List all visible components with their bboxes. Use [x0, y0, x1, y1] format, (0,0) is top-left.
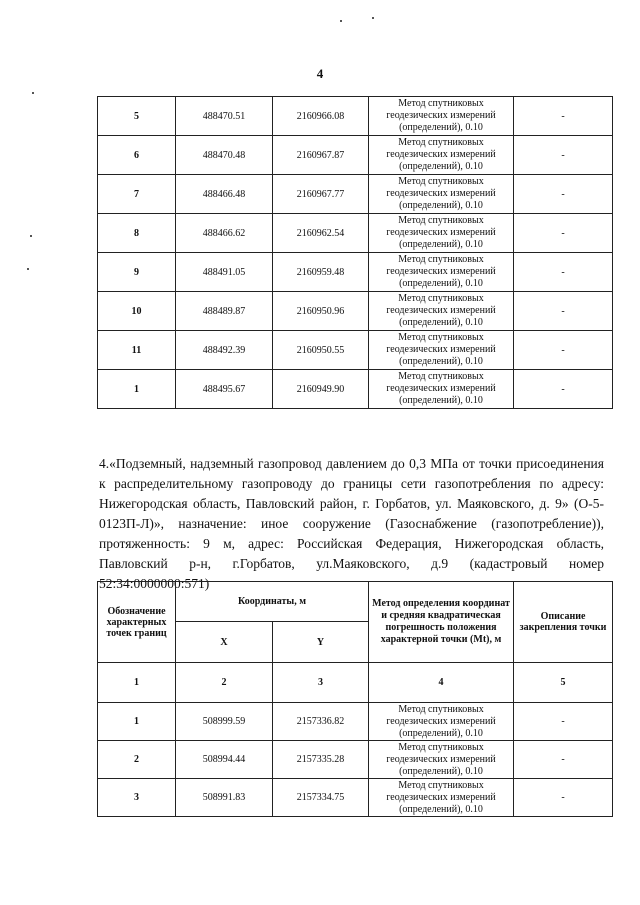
description-cell: -	[514, 292, 613, 331]
method-cell: Метод спутниковых геодезических измерений (определений), 0.10	[369, 703, 514, 741]
x-coordinate-cell: 488470.51	[176, 97, 273, 136]
object-description-paragraph: 4.«Подземный, надземный газопровод давлением до 0,3 МПа от точки присоединения к распределительному газопроводу до границы сети газопотребления по адресу: Нижегородская область, Павловский район, г. Горбатов, ул. Маяковского, д. 9» (О-5-0123П-Л)», назначение: иное сооружение (Газоснабжение (газопотребление)), протяженность: 9 м, адрес: Российская Федерация, Нижегородская область, Павловский р-н, г.Горбатов, ул.Маяковского, д.9 (кадастровый номер 52:34:0000000:571)	[99, 456, 604, 591]
column-number: 3	[273, 663, 369, 703]
method-cell: Метод спутниковых геодезических измерений (определений), 0.10	[369, 741, 514, 779]
scan-speck	[32, 92, 34, 94]
x-coordinate-cell: 488466.62	[176, 214, 273, 253]
header-method: Метод определения координат и средняя квадратическая погрешность положения характерной точки (Mt), м	[369, 582, 514, 663]
method-cell: Метод спутниковых геодезических измерений (определений), 0.10	[369, 136, 514, 175]
x-coordinate-cell: 488491.05	[176, 253, 273, 292]
scan-speck	[30, 235, 32, 237]
y-coordinate-cell: 2160950.55	[273, 331, 369, 370]
table-row	[98, 703, 613, 741]
y-coordinate-cell: 2160967.77	[273, 175, 369, 214]
description-cell: -	[514, 253, 613, 292]
point-number-cell: 9	[98, 253, 176, 292]
method-cell: Метод спутниковых геодезических измерений (определений), 0.10	[369, 331, 514, 370]
point-number-cell: 1	[98, 370, 176, 409]
table-row	[98, 292, 613, 331]
method-cell: Метод спутниковых геодезических измерений (определений), 0.10	[369, 97, 514, 136]
y-coordinate-cell: 2160950.96	[273, 292, 369, 331]
y-coordinate-cell: 2160959.48	[273, 253, 369, 292]
y-coordinate-cell: 2157336.82	[273, 703, 369, 741]
description-cell: -	[514, 779, 613, 817]
description-cell: -	[514, 214, 613, 253]
x-coordinate-cell: 488492.39	[176, 331, 273, 370]
x-coordinate-cell: 508994.44	[176, 741, 273, 779]
scan-speck	[27, 268, 29, 270]
point-number-cell: 10	[98, 292, 176, 331]
table-row	[98, 779, 613, 817]
description-cell: -	[514, 741, 613, 779]
table-row	[98, 175, 613, 214]
coordinates-table	[97, 581, 613, 817]
scan-speck	[340, 20, 342, 22]
method-cell: Метод спутниковых геодезических измерений (определений), 0.10	[369, 175, 514, 214]
table-row	[98, 370, 613, 409]
coordinates-table-continued	[97, 96, 613, 409]
y-coordinate-cell: 2157335.28	[273, 741, 369, 779]
point-number-cell: 5	[98, 97, 176, 136]
header-y: Y	[273, 622, 369, 663]
point-number-cell: 3	[98, 779, 176, 817]
header-coordinates: Координаты, м	[176, 582, 369, 622]
y-coordinate-cell: 2160966.08	[273, 97, 369, 136]
header-designation: Обозначение характерных точек границ	[98, 582, 176, 663]
column-number: 4	[369, 663, 514, 703]
description-cell: -	[514, 370, 613, 409]
description-cell: -	[514, 703, 613, 741]
header-description: Описание закрепления точки	[514, 582, 613, 663]
method-cell: Метод спутниковых геодезических измерений (определений), 0.10	[369, 253, 514, 292]
point-number-cell: 8	[98, 214, 176, 253]
coordinates-table-body	[98, 703, 613, 817]
page-number: 4	[316, 66, 324, 81]
scan-speck	[372, 17, 374, 19]
coordinates-table-body	[98, 97, 613, 409]
table-row	[98, 97, 613, 136]
header-x: X	[176, 622, 273, 663]
x-coordinate-cell: 508999.59	[176, 703, 273, 741]
y-coordinate-cell: 2160949.90	[273, 370, 369, 409]
column-number: 5	[514, 663, 613, 703]
description-cell: -	[514, 97, 613, 136]
method-cell: Метод спутниковых геодезических измерений (определений), 0.10	[369, 214, 514, 253]
method-cell: Метод спутниковых геодезических измерений (определений), 0.10	[369, 370, 514, 409]
description-cell: -	[514, 175, 613, 214]
description-cell: -	[514, 331, 613, 370]
x-coordinate-cell: 508991.83	[176, 779, 273, 817]
point-number-cell: 11	[98, 331, 176, 370]
x-coordinate-cell: 488470.48	[176, 136, 273, 175]
table-row	[98, 253, 613, 292]
y-coordinate-cell: 2160967.87	[273, 136, 369, 175]
table-row	[98, 331, 613, 370]
x-coordinate-cell: 488489.87	[176, 292, 273, 331]
point-number-cell: 2	[98, 741, 176, 779]
y-coordinate-cell: 2160962.54	[273, 214, 369, 253]
x-coordinate-cell: 488466.48	[176, 175, 273, 214]
description-cell: -	[514, 136, 613, 175]
x-coordinate-cell: 488495.67	[176, 370, 273, 409]
column-number: 1	[98, 663, 176, 703]
point-number-cell: 7	[98, 175, 176, 214]
column-number: 2	[176, 663, 273, 703]
point-number-cell: 6	[98, 136, 176, 175]
table-row	[98, 214, 613, 253]
method-cell: Метод спутниковых геодезических измерений (определений), 0.10	[369, 779, 514, 817]
table-row	[98, 136, 613, 175]
point-number-cell: 1	[98, 703, 176, 741]
y-coordinate-cell: 2157334.75	[273, 779, 369, 817]
table-row	[98, 741, 613, 779]
method-cell: Метод спутниковых геодезических измерений (определений), 0.10	[369, 292, 514, 331]
